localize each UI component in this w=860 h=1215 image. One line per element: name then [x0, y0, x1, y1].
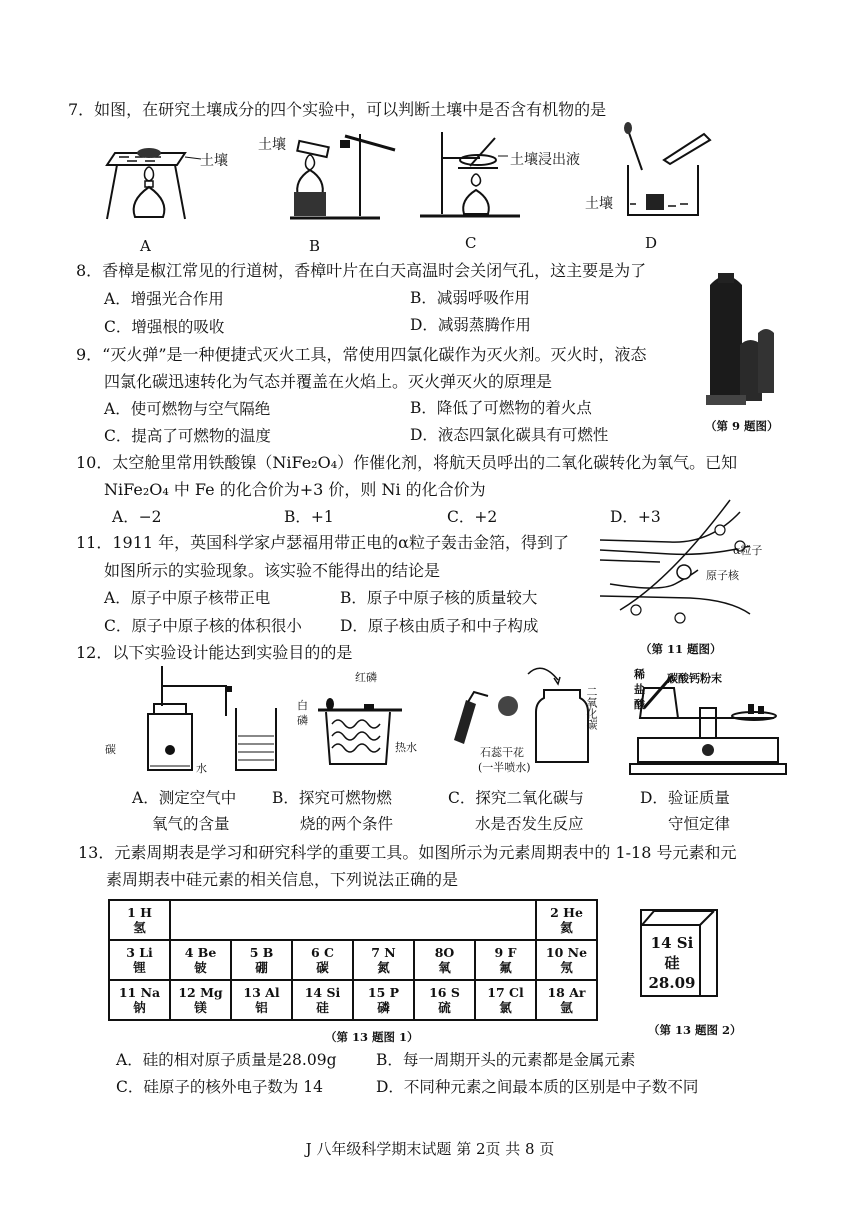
element-cell: 9 F 氟 — [475, 940, 536, 980]
element-cell: 5 B 硼 — [231, 940, 292, 980]
element-cell: 1 H 氢 — [109, 900, 170, 940]
q7-option-d: D — [645, 234, 658, 252]
q11-option-c: C．原子中原子核的体积很小 — [104, 617, 302, 635]
q8-option-d: D．减弱蒸腾作用 — [410, 316, 531, 334]
element-cell: 12 Mg 镁 — [170, 980, 231, 1020]
q7-apparatus-a — [105, 135, 205, 235]
element-cell: 15 P 磷 — [353, 980, 414, 1020]
q11-option-d: D．原子核由质子和中子构成 — [340, 617, 539, 635]
silicon-element-box — [640, 909, 718, 997]
q12-option-a-line2: 氧气的含量 — [152, 815, 230, 833]
q9-extinguisher-figure — [700, 265, 780, 415]
q12-dilute-label-2: 盐 — [634, 683, 645, 696]
q9-stem-line1: 9．“灭火弹”是一种便捷式灭火工具，常使用四氯化碳作为灭火剂。灭火时，液态 — [76, 345, 647, 364]
element-cell: 2 He 氦 — [536, 900, 597, 940]
element-cell: 3 Li 锂 — [109, 940, 170, 980]
q8-option-a: A．增强光合作用 — [104, 290, 224, 308]
q13-option-b: B．每一周期开头的元素都是金属元素 — [376, 1051, 636, 1069]
q9-option-c: C．提高了可燃物的温度 — [104, 427, 271, 445]
q9-stem-line2: 四氯化碳迅速转化为气态并覆盖在火焰上。灭火弹灭火的原理是 — [104, 372, 553, 391]
element-cell: 8O 氧 — [414, 940, 475, 980]
element-cell: 16 S 硫 — [414, 980, 475, 1020]
element-cell: 4 Be 铍 — [170, 940, 231, 980]
q12-hot-water-label: 热水 — [395, 741, 417, 754]
q11-option-b: B．原子中原子核的质量较大 — [340, 589, 538, 607]
q13-stem-line1: 13．元素周期表是学习和研究科学的重要工具。如图所示为元素周期表中的 1-18 号元素和元 — [78, 843, 737, 862]
q7-option-c: C — [465, 234, 477, 252]
q13-option-a: A．硅的相对原子质量是28.09g — [116, 1051, 337, 1069]
q7-apparatus-d — [620, 120, 710, 220]
q11-scattering-figure — [600, 500, 763, 630]
q12-option-d-line1: D．验证质量 — [640, 789, 730, 807]
q9-option-a: A．使可燃物与空气隔绝 — [104, 400, 271, 418]
q12-carbon-label: 碳 — [105, 743, 116, 756]
q12-red-phosphorus-label: 红磷 — [355, 671, 377, 684]
q12-option-c-line2: 水是否发生反应 — [475, 815, 584, 833]
q7-apparatus-b — [290, 130, 400, 230]
q9-option-d: D．液态四氯化碳具有可燃性 — [410, 426, 609, 444]
q12-white-phosphorus-label-1: 白 — [297, 699, 308, 712]
q12-co2-label: 二氧化碳 — [585, 686, 598, 730]
q12-dilute-label-3: 酸 — [634, 698, 645, 711]
q10-option-b: B．+1 — [284, 508, 334, 526]
q12-half-spray-label: (一半喷水) — [478, 761, 531, 774]
element-cell: 10 Ne 氖 — [536, 940, 597, 980]
q10-stem-line1: 10．太空舱里常用铁酸镍（NiFe₂O₄）作催化剂，将航天员呼出的二氧化碳转化为氧气。已知 — [76, 453, 738, 472]
q12-apparatus-a — [140, 666, 280, 776]
q13-caption-2: （第 13 题图 2） — [648, 1023, 742, 1037]
q12-option-a-line1: A．测定空气中 — [132, 789, 237, 807]
q12-apparatus-b — [318, 690, 408, 770]
q12-option-d-line2: 守恒定律 — [668, 815, 731, 833]
q7-d-soil-label: 土壤 — [585, 196, 613, 212]
si-number-symbol: 14 Si — [650, 934, 694, 952]
q11-option-a: A．原子中原子核带正电 — [104, 589, 271, 607]
q12-stem: 12．以下实验设计能达到实验目的的是 — [76, 643, 353, 662]
element-cell: 17 Cl 氯 — [475, 980, 536, 1020]
periodic-table — [108, 899, 598, 1021]
q9-option-b: B．降低了可燃物的着火点 — [410, 399, 592, 417]
q11-stem-line1: 11．1911 年，英国科学家卢瑟福用带正电的α粒子轰击金箔，得到了 — [76, 533, 569, 552]
q10-option-a: A．−2 — [112, 508, 162, 526]
q12-caco3-label: 碳酸钙粉末 — [667, 672, 722, 685]
page-footer: J 八年级科学期末试题 第 2页 共 8 页 — [305, 1140, 555, 1158]
q7-c-leach-label: 土壤浸出液 — [510, 152, 580, 168]
q10-option-c: C．+2 — [447, 508, 498, 526]
q11-alpha-label: α粒子 — [733, 544, 763, 557]
periodic-row-2 — [109, 940, 597, 980]
element-cell: 13 Al 铝 — [231, 980, 292, 1020]
q8-option-b: B．减弱呼吸作用 — [410, 289, 530, 307]
q7-option-a: A — [140, 237, 151, 255]
element-cell: 14 Si 硅 — [292, 980, 353, 1020]
q7-b-soil-label: 土壤 — [258, 137, 286, 153]
q13-option-c: C．硅原子的核外电子数为 14 — [116, 1078, 324, 1096]
periodic-row-1 — [109, 900, 597, 940]
q12-option-c-line1: C．探究二氧化碳与 — [448, 789, 584, 807]
q7-stem: 7．如图，在研究土壤成分的四个实验中，可以判断土壤中是否含有机物的是 — [68, 100, 607, 119]
q8-stem: 8．香樟是椒江常见的行道树，香樟叶片在白天高温时会关闭气孔，这主要是为了 — [76, 261, 647, 280]
q12-option-b-line2: 烧的两个条件 — [300, 815, 394, 833]
si-name: 硅 — [664, 954, 680, 972]
q7-a-soil-label: 土壤 — [200, 153, 228, 169]
element-cell: 18 Ar 氩 — [536, 980, 597, 1020]
element-cell: 6 C 碳 — [292, 940, 353, 980]
q13-caption-1: （第 13 题图 1） — [325, 1030, 419, 1044]
periodic-row-3 — [109, 980, 597, 1020]
q13-option-d: D．不同种元素之间最本质的区别是中子数不同 — [376, 1078, 699, 1096]
element-cell: 7 N 氮 — [353, 940, 414, 980]
q8-option-c: C．增强根的吸收 — [104, 318, 225, 336]
q9-caption: （第 9 题图） — [705, 419, 779, 433]
si-mass: 28.09 — [648, 974, 696, 992]
q10-stem-line2: NiFe₂O₄ 中 Fe 的化合价为+3 价，则 Ni 的化合价为 — [104, 480, 486, 499]
q7-option-b: B — [309, 237, 321, 255]
q11-caption: （第 11 题图） — [640, 642, 722, 656]
q12-apparatus-c — [448, 660, 608, 770]
q12-white-phosphorus-label-2: 磷 — [297, 714, 308, 727]
q7-apparatus-c — [420, 128, 530, 228]
q11-stem-line2: 如图所示的实验现象。该实验不能得出的结论是 — [104, 561, 441, 580]
q11-nucleus-label: 原子核 — [706, 569, 739, 582]
q10-option-d: D．+3 — [610, 508, 661, 526]
q12-dilute-label-1: 稀 — [634, 668, 645, 681]
q13-stem-line2: 素周期表中硅元素的相关信息，下列说法正确的是 — [106, 870, 459, 889]
q12-water-label: 水 — [196, 762, 207, 775]
q12-option-b-line1: B．探究可燃物燃 — [272, 789, 392, 807]
q12-litmus-label: 石蕊干花 — [480, 746, 524, 759]
element-cell: 11 Na 钠 — [109, 980, 170, 1020]
